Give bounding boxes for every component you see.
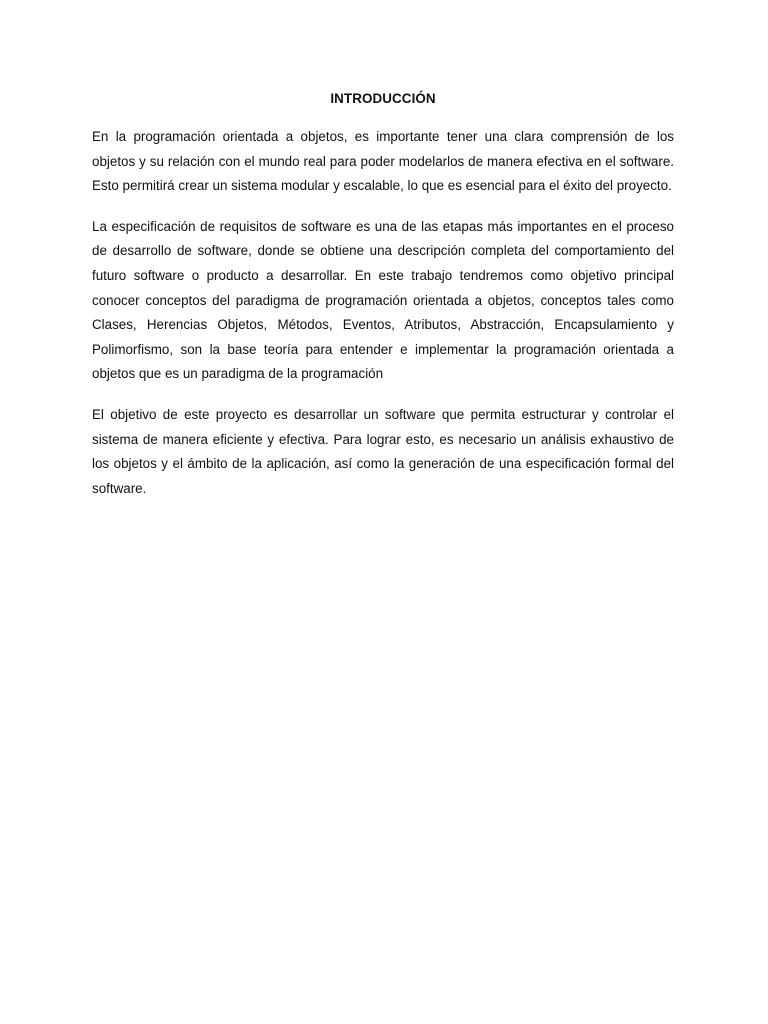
paragraph-intro-objects: En la programación orientada a objetos, es importante tener una clara comprensión de los objetos y su relación con el mundo real para poder modelarlos de manera efectiva en el software. Esto permitirá crear un sistema modular y escalable, lo que es esencial para el éxito del proyecto. <box>92 129 674 194</box>
paragraph-requirements: La especificación de requisitos de software es una de las etapas más importantes en el proceso de desarrollo de software, donde se obtiene una descripción completa del comportamiento del futuro software o producto a desarrollar. En este trabajo tendremos como objetivo principal conocer conceptos del paradigma de programación orientada a objetos, conceptos tales como Clases, Herencias Objetos, Métodos, Eventos, Atributos, Abstracción, Encapsulamiento y Polimorfismo, son la base teoría para entender e implementar la programación orientada a objetos que es un paradigma de la programación <box>92 218 674 382</box>
page-title: INTRODUCCIÓN <box>330 91 436 106</box>
paragraph-project-goal: El objetivo de este proyecto es desarrollar un software que permita estructurar y controlar el sistema de manera eficiente y efectiva. Para lograr esto, es necesario un análisis exhaustivo de los objetos y el ámbito de la aplicación, así como la generación de una especificación formal del software. <box>92 406 674 496</box>
document-body <box>92 89 674 517</box>
